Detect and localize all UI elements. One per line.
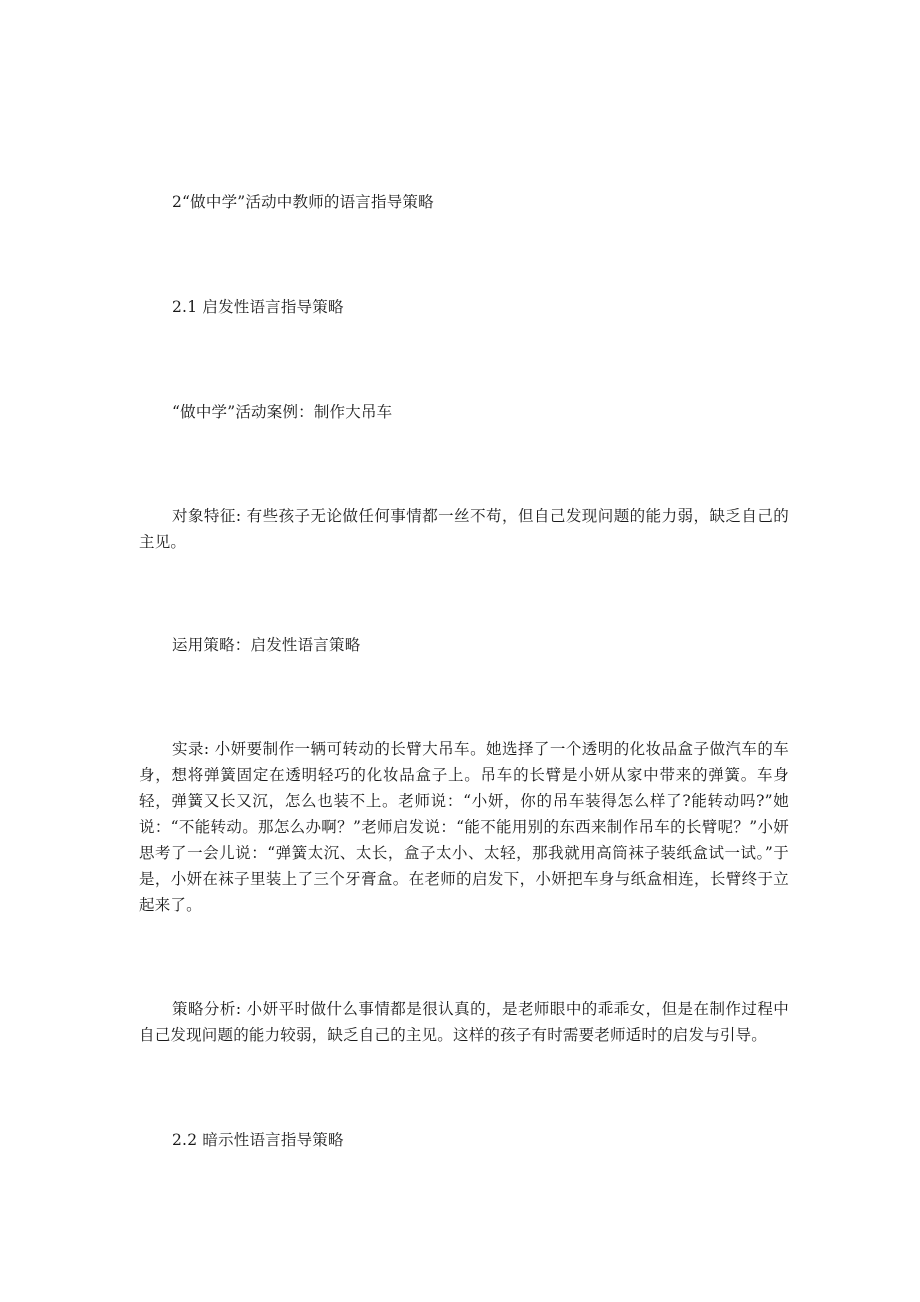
case-title: “做中学”活动案例：制作大吊车 — [172, 403, 393, 421]
subsection-title-2-1: 2.1 启发性语言指导策略 — [172, 298, 344, 316]
object-features-paragraph: 对象特征: 有些孩子无论做任何事情都一丝不苟，但自己发现问题的能力弱，缺乏自己的主见。 — [139, 507, 789, 551]
section-title: 2“做中学”活动中教师的语言指导策略 — [172, 193, 434, 211]
subsection-title-2-2: 2.2 暗示性语言指导策略 — [172, 1131, 344, 1149]
analysis-paragraph: 策略分析: 小妍平时做什么事情都是很认真的，是老师眼中的乖乖女，但是在制作过程中自己发现问题的能力较弱，缺乏自己的主见。这样的孩子有时需要老师适时的启发与引导。 — [139, 1000, 789, 1044]
record-paragraph: 实录: 小妍要制作一辆可转动的长臂大吊车。她选择了一个透明的化妆品盒子做汽车的车身，想将弹簧固定在透明轻巧的化妆品盒子上。吊车的长臂是小妍从家中带来的弹簧。车身轻，弹簧又长又沉，怎么也装不上。老师说：“小妍，你的吊车装得怎么样了?能转动吗?”她说：“不能转动。那怎么办啊？”老师启发说：“能不能用别的东西来制作吊车的长臂呢？”小妍思考了一会儿说：“弹簧太沉、太长，盒子太小、太轻，那我就用高筒袜子装纸盒试一试。”于是，小妍在袜子里装上了三个牙膏盒。在老师的启发下，小妍把车身与纸盒相连，长臂终于立起来了。 — [139, 740, 789, 914]
strategy-used-paragraph: 运用策略：启发性语言策略 — [172, 636, 361, 654]
